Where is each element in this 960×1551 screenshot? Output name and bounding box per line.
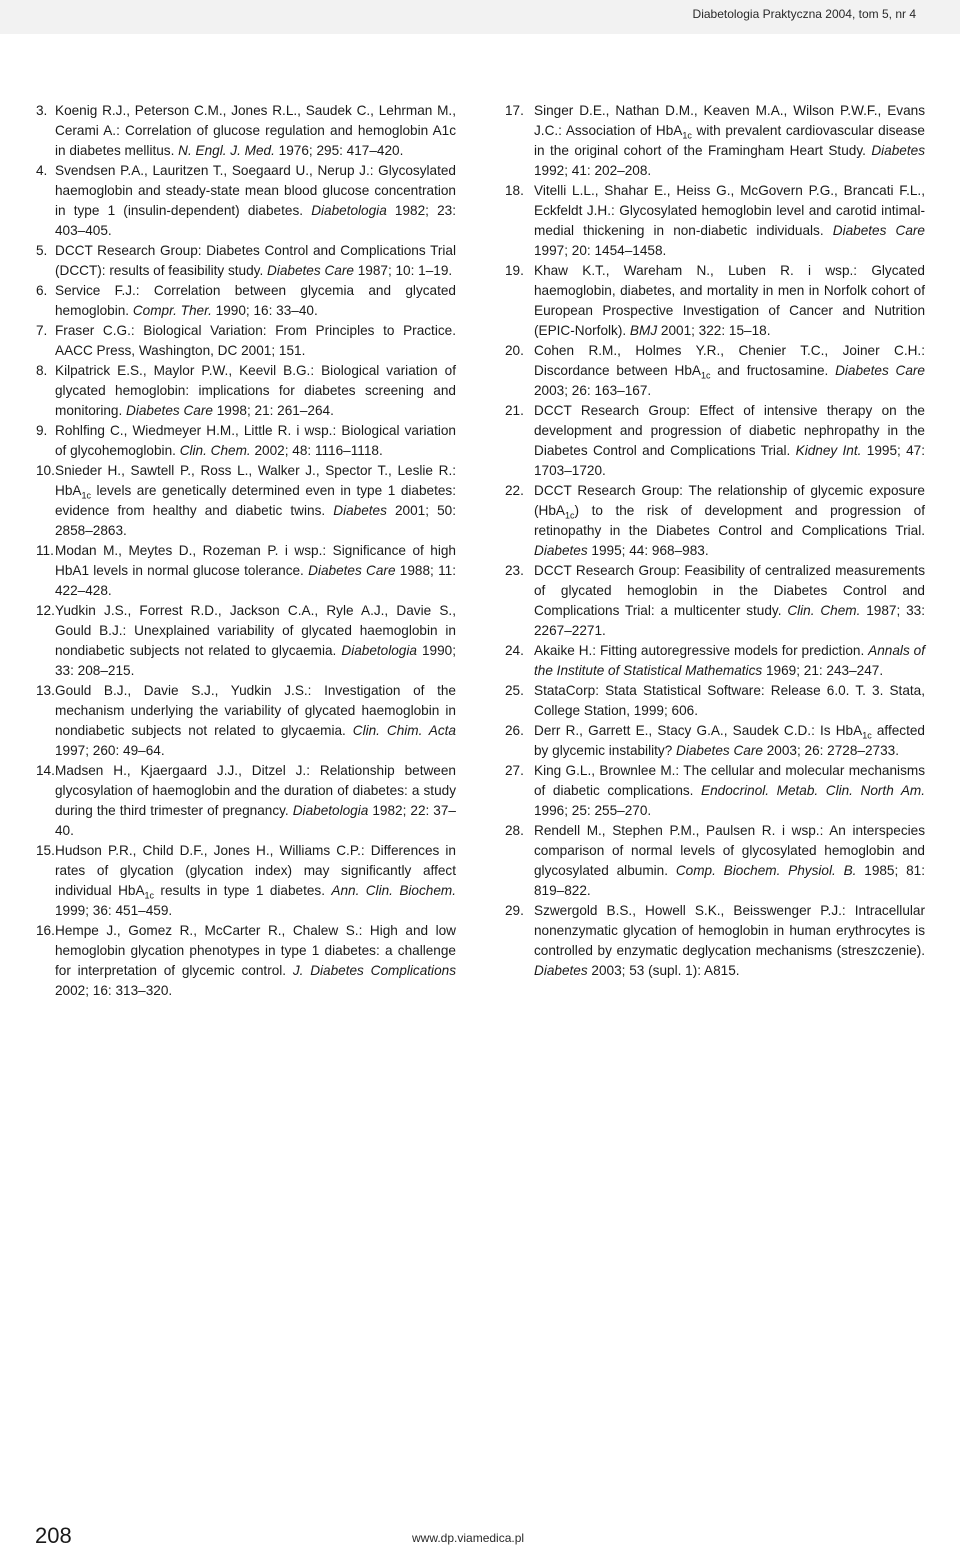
subscript: 1c bbox=[862, 730, 872, 741]
journal-name: Diabetes Care bbox=[267, 263, 354, 278]
running-header bbox=[0, 0, 960, 34]
reference-segment: 1969; 21: 243–247. bbox=[762, 663, 884, 678]
reference-item bbox=[36, 281, 456, 321]
reference-number: 9. bbox=[36, 423, 48, 438]
reference-segment: 1988; 11: 422–428. bbox=[55, 563, 456, 598]
reference-segment: 1982; 23: 403–405. bbox=[55, 203, 456, 238]
reference-segment: Khaw K.T., Wareham N., Luben R. i wsp.: Glycated haemoglobin, diabetes, and mortality in men in Norfolk cohort of European Prospective Investigation of Cancer and Nutrition (EPIC-Norfolk). bbox=[534, 263, 925, 338]
journal-name: Diabetes bbox=[333, 503, 387, 518]
reference-item bbox=[505, 401, 925, 481]
reference-number: 25. bbox=[505, 683, 524, 698]
reference-text bbox=[55, 421, 456, 461]
reference-item bbox=[36, 461, 456, 541]
reference-segment: 1995; 47: 1703–1720. bbox=[534, 443, 926, 478]
reference-number: 6. bbox=[36, 283, 48, 298]
reference-text bbox=[534, 681, 925, 721]
journal-name: Diabetes Care bbox=[832, 223, 925, 238]
reference-text bbox=[534, 821, 925, 901]
reference-text bbox=[55, 101, 456, 161]
journal-name: Diabetologia bbox=[292, 803, 369, 818]
reference-text bbox=[534, 761, 925, 821]
reference-segment: 2003; 53 (supl. 1): A815. bbox=[587, 963, 740, 978]
journal-name: Annals of the Institute of Statistical Mathematics bbox=[534, 643, 925, 678]
reference-number: 23. bbox=[505, 563, 524, 578]
journal-name: Diabetes Care bbox=[676, 743, 763, 758]
reference-text bbox=[534, 561, 925, 641]
journal-name: Diabetes bbox=[534, 543, 588, 558]
reference-item bbox=[505, 761, 925, 821]
reference-segment: and fructosamine. bbox=[710, 363, 836, 378]
reference-text bbox=[55, 921, 456, 1001]
reference-item bbox=[505, 641, 925, 681]
reference-segment: 2003; 26: 2728–2733. bbox=[762, 743, 900, 758]
reference-segment: 1990; 33: 208–215. bbox=[55, 643, 457, 678]
reference-segment: 2001; 50: 2858–2863. bbox=[55, 503, 456, 538]
reference-text bbox=[534, 101, 925, 181]
reference-number: 18. bbox=[505, 183, 524, 198]
reference-number: 27. bbox=[505, 763, 524, 778]
reference-text bbox=[55, 461, 456, 541]
journal-name: Diabetes Care bbox=[126, 403, 213, 418]
subscript: 1c bbox=[564, 510, 575, 521]
subscript: 1c bbox=[700, 370, 711, 381]
reference-item bbox=[505, 561, 925, 641]
reference-segment: Fraser C.G.: Biological Variation: From Principles to Practice. AACC Press, Washington, DC 2001; 151. bbox=[55, 323, 456, 358]
reference-segment: StataCorp: Stata Statistical Software: Release 6.0. T. 3. Stata, College Station, 1999; 606. bbox=[534, 683, 925, 718]
reference-segment: Vitelli L.L., Shahar E., Heiss G., McGovern P.G., Brancati F.L., Eckfeldt J.H.: Glycosylated hemoglobin level and carotid intimal-medial thickening in non-diabetic individuals. bbox=[534, 183, 925, 238]
reference-item bbox=[36, 361, 456, 421]
reference-segment: Koenig R.J., Peterson C.M., Jones R.L., Saudek C., Lehrman M., Cerami A.: Correlation of glucose regulation and hemoglobin A1c in diabetes mellitus. bbox=[55, 103, 456, 158]
subscript: 1c bbox=[144, 890, 155, 901]
reference-segment: DCCT Research Group: The relationship of glycemic exposure (HbA bbox=[534, 483, 925, 518]
reference-segment: 1992; 41: 202–208. bbox=[534, 163, 652, 178]
reference-text bbox=[55, 761, 456, 841]
reference-text bbox=[55, 161, 456, 241]
reference-segment: DCCT Research Group: Feasibility of centralized measurements of glycated hemoglobin in the Diabetes Control and Complications Trial: a multicenter study. bbox=[534, 563, 925, 618]
reference-number: 3. bbox=[36, 103, 48, 118]
reference-number: 4. bbox=[36, 163, 48, 178]
reference-item bbox=[505, 181, 925, 261]
reference-number: 28. bbox=[505, 823, 524, 838]
reference-segment: Kilpatrick E.S., Maylor P.W., Keevil B.G.: Biological variation of glycated hemoglobin: implications for diabetes screening and monitoring. bbox=[55, 363, 456, 418]
reference-segment: 2003; 26: 163–167. bbox=[534, 383, 652, 398]
reference-segment: 1999; 36: 451–459. bbox=[55, 903, 173, 918]
journal-name: Compr. Ther. bbox=[132, 303, 212, 318]
reference-segment: 1976; 295: 417–420. bbox=[274, 143, 404, 158]
reference-segment: 1997; 260: 49–64. bbox=[55, 743, 165, 758]
journal-name: Clin. Chim. Acta bbox=[352, 723, 456, 738]
reference-item bbox=[505, 901, 925, 981]
reference-item bbox=[505, 261, 925, 341]
reference-text bbox=[534, 641, 925, 681]
reference-text bbox=[534, 721, 925, 761]
reference-text bbox=[534, 261, 925, 341]
reference-item bbox=[505, 101, 925, 181]
reference-segment: 1982; 22: 37–40. bbox=[55, 803, 456, 838]
reference-segment: Rendell M., Stephen P.M., Paulsen R. i wsp.: An interspecies comparison of normal levels of glycosylated hemoglobin and glycosylated albumin. bbox=[534, 823, 925, 878]
reference-number: 13. bbox=[36, 683, 55, 698]
reference-number: 16. bbox=[36, 923, 55, 938]
reference-segment: Singer D.E., Nathan D.M., Keaven M.A., Wilson P.W.F., Evans J.C.: Association of HbA bbox=[534, 103, 925, 138]
reference-text bbox=[55, 681, 456, 761]
journal-name: BMJ bbox=[629, 323, 658, 338]
journal-name: Diabetes Care bbox=[308, 563, 396, 578]
reference-segment: DCCT Research Group: Effect of intensive therapy on the development and progression of diabetic nephropathy in the Diabetes Control and Complications Trial. bbox=[534, 403, 925, 458]
reference-segment: Yudkin J.S., Forrest R.D., Jackson C.A., Ryle A.J., Davie S., Gould B.J.: Unexplained variability of glycated haemoglobin in nondiabetic subjects not related to glycaemia. bbox=[55, 603, 456, 658]
reference-segment: 2001; 322: 15–18. bbox=[657, 323, 771, 338]
reference-segment: Service F.J.: Correlation between glycemia and glycated hemoglobin. bbox=[55, 283, 456, 318]
journal-name: Clin. Chem. bbox=[787, 603, 861, 618]
reference-item bbox=[36, 681, 456, 761]
reference-number: 11. bbox=[36, 543, 54, 558]
reference-segment: Rohlfing C., Wiedmeyer H.M., Little R. i wsp.: Biological variation of glycohemoglobin. bbox=[55, 423, 456, 458]
reference-segment: 1987; 33: 2267–2271. bbox=[534, 603, 925, 638]
reference-segment: 2002; 48: 1116–1118. bbox=[250, 443, 383, 458]
journal-name: Ann. Clin. Biochem. bbox=[331, 883, 456, 898]
references-left-column bbox=[36, 101, 456, 1001]
reference-number: 24. bbox=[505, 643, 524, 658]
reference-number: 21. bbox=[505, 403, 524, 418]
page-number: 208 bbox=[35, 1523, 72, 1548]
reference-item bbox=[505, 821, 925, 901]
reference-segment: Szwergold B.S., Howell S.K., Beisswenger P.J.: Intracellular nonenzymatic glycation of hemoglobin in human erythrocytes is controlled by enzymatic deglycation mechanisms (streszczenie). bbox=[534, 903, 925, 958]
reference-segment: Gould B.J., Davie S.J., Yudkin J.S.: Investigation of the mechanism underlying the variability of glycated haemoglobin in nondiabetic subjects not related to glycaemia. bbox=[55, 683, 456, 738]
journal-name: Diabetes bbox=[871, 143, 925, 158]
reference-segment: Akaike H.: Fitting autoregressive models for prediction. bbox=[534, 643, 869, 658]
reference-item bbox=[505, 481, 925, 561]
reference-segment: results in type 1 diabetes. bbox=[154, 883, 332, 898]
reference-segment: Madsen H., Kjaergaard J.J., Ditzel J.: Relationship between glycosylation of haemoglobin and the duration of diabetes: a study during the third trimester of pregnancy. bbox=[55, 763, 456, 818]
reference-number: 29. bbox=[505, 903, 524, 918]
reference-text bbox=[55, 601, 456, 681]
journal-name: Diabetes Care bbox=[835, 363, 925, 378]
subscript: 1c bbox=[81, 490, 91, 501]
reference-item bbox=[36, 841, 456, 921]
reference-segment: affected by glycemic instability? bbox=[534, 723, 925, 758]
reference-number: 7. bbox=[36, 323, 48, 338]
reference-text bbox=[55, 241, 456, 281]
reference-item bbox=[36, 241, 456, 281]
reference-number: 8. bbox=[36, 363, 48, 378]
reference-number: 26. bbox=[505, 723, 524, 738]
reference-item bbox=[505, 681, 925, 721]
references-right-column bbox=[505, 101, 925, 981]
reference-segment: 1997; 20: 1454–1458. bbox=[534, 243, 667, 258]
reference-segment: Svendsen P.A., Lauritzen T., Soegaard U., Nerup J.: Glycosylated haemoglobin and steady-state mean blood glucose concentration in type 1 (insulin-dependent) diabetes. bbox=[55, 163, 456, 218]
journal-name: Comp. Biochem. Physiol. B. bbox=[675, 863, 857, 878]
reference-item bbox=[505, 721, 925, 761]
reference-segment: 2002; 16: 313–320. bbox=[55, 983, 173, 998]
reference-segment: Snieder H., Sawtell P., Ross L., Walker J., Spector T., Leslie R.: HbA bbox=[55, 463, 456, 498]
reference-segment: Modan M., Meytes D., Rozeman P. i wsp.: Significance of high HbA1 levels in normal glucose tolerance. bbox=[55, 543, 456, 578]
reference-text bbox=[534, 181, 925, 261]
reference-number: 17. bbox=[505, 103, 524, 118]
reference-number: 10. bbox=[36, 463, 55, 478]
reference-text bbox=[55, 321, 456, 361]
reference-text bbox=[55, 541, 456, 601]
reference-item bbox=[505, 341, 925, 401]
reference-item bbox=[36, 161, 456, 241]
reference-segment: 1996; 25: 255–270. bbox=[534, 803, 652, 818]
reference-number: 20. bbox=[505, 343, 524, 358]
reference-segment: with prevalent cardiovascular disease in the original cohort of the Framingham Heart Study. bbox=[534, 123, 925, 158]
reference-item bbox=[36, 101, 456, 161]
reference-item bbox=[36, 321, 456, 361]
reference-segment: King G.L., Brownlee M.: The cellular and molecular mechanisms of diabetic complications. bbox=[534, 763, 925, 798]
reference-segment: 1985; 81: 819–822. bbox=[534, 863, 925, 898]
reference-text bbox=[55, 841, 456, 921]
journal-name: Diabetes bbox=[534, 963, 588, 978]
reference-segment: 1990; 16: 33–40. bbox=[211, 303, 318, 318]
reference-segment: 1998; 21: 261–264. bbox=[212, 403, 334, 418]
reference-segment: 1995; 44: 968–983. bbox=[587, 543, 709, 558]
journal-citation: Diabetologia Praktyczna 2004, tom 5, nr 4 bbox=[692, 7, 916, 21]
reference-item bbox=[36, 761, 456, 841]
reference-item bbox=[36, 601, 456, 681]
journal-name: Endocrinol. Metab. Clin. North Am. bbox=[701, 783, 925, 798]
journal-name: Diabetologia bbox=[311, 203, 387, 218]
reference-segment: ) to the risk of development and progression of retinopathy in the Diabetes Control and Complications Trial. bbox=[534, 503, 925, 538]
reference-segment: Hudson P.R., Child D.F., Jones H., Williams C.P.: Differences in rates of glycation (glycation index) may significantly affect individual HbA bbox=[55, 843, 456, 898]
reference-number: 15. bbox=[36, 843, 55, 858]
subscript: 1c bbox=[682, 130, 692, 141]
reference-segment: levels are genetically determined even in type 1 diabetes: evidence from healthy and diabetic twins. bbox=[55, 483, 456, 518]
reference-text bbox=[534, 401, 925, 481]
reference-number: 12. bbox=[36, 603, 55, 618]
footer-url[interactable]: www.dp.viamedica.pl bbox=[412, 1531, 525, 1545]
reference-text bbox=[55, 361, 456, 421]
reference-text bbox=[534, 341, 925, 401]
journal-name: J. Diabetes Complications bbox=[292, 963, 456, 978]
reference-number: 5. bbox=[36, 243, 48, 258]
journal-name: N. Engl. J. Med. bbox=[178, 143, 275, 158]
reference-segment: 1987; 10: 1–19. bbox=[353, 263, 453, 278]
reference-item bbox=[36, 541, 456, 601]
journal-name: Clin. Chem. bbox=[179, 443, 251, 458]
reference-number: 22. bbox=[505, 483, 524, 498]
reference-text bbox=[534, 901, 925, 981]
reference-segment: Cohen R.M., Holmes Y.R., Chenier T.C., Joiner C.H.: Discordance between HbA bbox=[534, 343, 925, 378]
reference-text bbox=[55, 281, 456, 321]
reference-segment: Hempe J., Gomez R., McCarter R., Chalew S.: High and low hemoglobin glycation phenotypes in type 1 diabetes: a challenge for interpretation of glycemic control. bbox=[55, 923, 456, 978]
reference-item bbox=[36, 921, 456, 1001]
reference-segment: DCCT Research Group: Diabetes Control and Complications Trial (DCCT): results of feasibility study. bbox=[55, 243, 456, 278]
reference-number: 14. bbox=[36, 763, 55, 778]
journal-name: Kidney Int. bbox=[795, 443, 862, 458]
reference-segment: Derr R., Garrett E., Stacy G.A., Saudek C.D.: Is HbA bbox=[534, 723, 863, 738]
journal-name: Diabetologia bbox=[341, 643, 417, 658]
reference-text bbox=[534, 481, 925, 561]
reference-item bbox=[36, 421, 456, 461]
reference-number: 19. bbox=[505, 263, 524, 278]
